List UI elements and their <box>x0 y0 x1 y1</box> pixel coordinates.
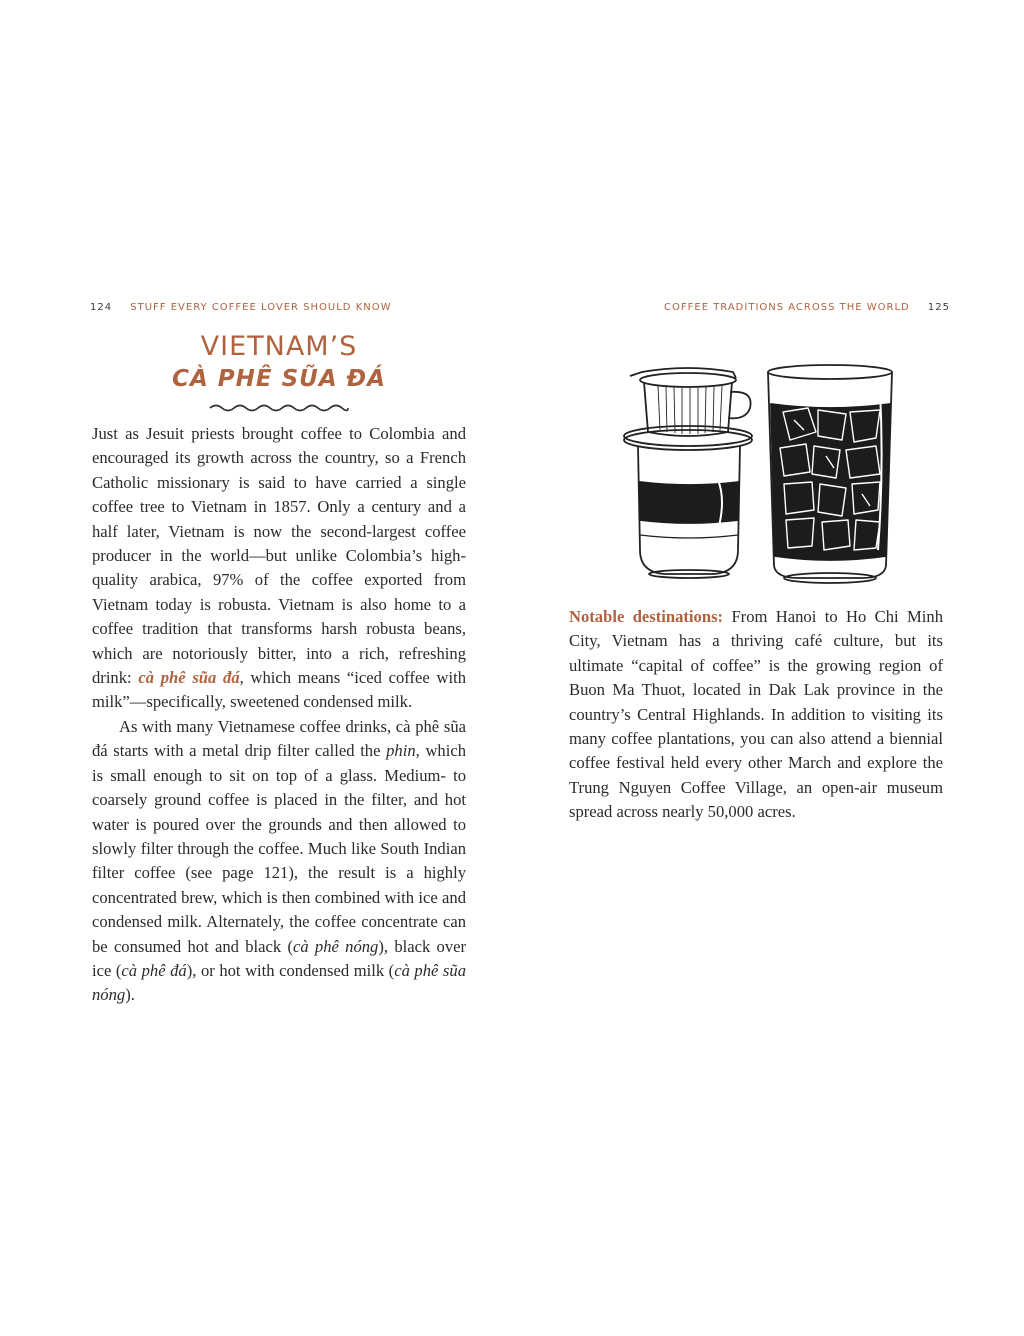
p1-text-b: , which means “iced coffee with milk”—specifically, sweetened condensed milk. <box>92 668 466 712</box>
phin-drip-filter-icon <box>624 368 752 578</box>
running-head-right-label: COFFEE TRADITIONS ACROSS THE WORLD <box>664 302 910 313</box>
left-body-text <box>92 422 466 1008</box>
wave-divider-icon <box>208 402 350 414</box>
p2-text-b: , which is small enough to sit on top of a glass. Medium- to coarsely ground coffee is placed in the filter, and hot water is poured over the grounds and then allowed to slowly filter through the coffee. Much like South Indian filter coffee (see page 121), the result is a highly concentrated brew, which is then combined with ice and condensed milk. Alternately, the coffee concentrate can be consumed hot and black ( <box>92 741 466 956</box>
term-ca-phe-sua-nong: cà phê sũa nóng <box>92 960 466 1005</box>
p2-text-c: ), black over ice ( <box>92 936 467 980</box>
term-phin: phin <box>386 741 416 761</box>
title-line-2: CÀ PHÊ SŨA ĐÁ <box>172 366 386 392</box>
term-ca-phe-sua-da: cà phê sũa đá <box>138 668 240 688</box>
p2-text-e: ). <box>125 985 135 1005</box>
title-line-1: VIETNAM’S <box>200 331 358 362</box>
paragraph-1 <box>92 422 466 715</box>
running-head-left-label: STUFF EVERY COFFEE LOVER SHOULD KNOW <box>130 302 392 313</box>
page-number-right: 125 <box>927 302 950 313</box>
notable-destinations-text: From Hanoi to Ho Chi Minh City, Vietnam has a thriving café culture, but its ultimate “capital of coffee” is the growing region of Buon Ma Thuot, located in Dak Lak province in the country’s Central Highlands. In addition to visiting its many coffee plantations, you can also attend a biennial coffee festival held every other March and explore the Trung Nguyen Coffee Village, an open-air museum spread across nearly 50,000 acres. <box>569 607 943 822</box>
p1-text-a: Just as Jesuit priests brought coffee to Colombia and encouraged its growth across the country, so a French Catholic missionary is said to have carried a single coffee tree to Vietnam in 1857. Only a century and a half later, Vietnam is now the second-largest coffee producer in the world—but unlike Colombia’s high-quality arabica, 97% of the coffee exported from Vietnam today is robusta. Vietnam is also home to a coffee tradition that transforms harsh robusta beans, which are notoriously bitter, into a rich, refreshing drink: <box>92 424 466 688</box>
term-ca-phe-nong: cà phê nóng <box>292 936 379 956</box>
notable-destinations <box>569 605 943 825</box>
illustration-svg <box>618 360 904 585</box>
p2-text-d: ), or hot with condensed milk ( <box>186 960 395 980</box>
notable-destinations-label: Notable destinations: <box>569 607 724 626</box>
coffee-illustration <box>618 360 904 590</box>
iced-coffee-glass-icon <box>768 365 892 583</box>
running-head-right <box>664 302 950 313</box>
section-title <box>92 330 466 414</box>
term-ca-phe-da: cà phê đá <box>121 960 187 980</box>
paragraph-2 <box>92 715 466 1008</box>
p2-text-a: As with many Vietnamese coffee drinks, cà phê sũa đá starts with a metal drip filter called the <box>92 716 466 761</box>
page-number-left: 124 <box>90 302 113 313</box>
running-head-left <box>90 302 392 313</box>
